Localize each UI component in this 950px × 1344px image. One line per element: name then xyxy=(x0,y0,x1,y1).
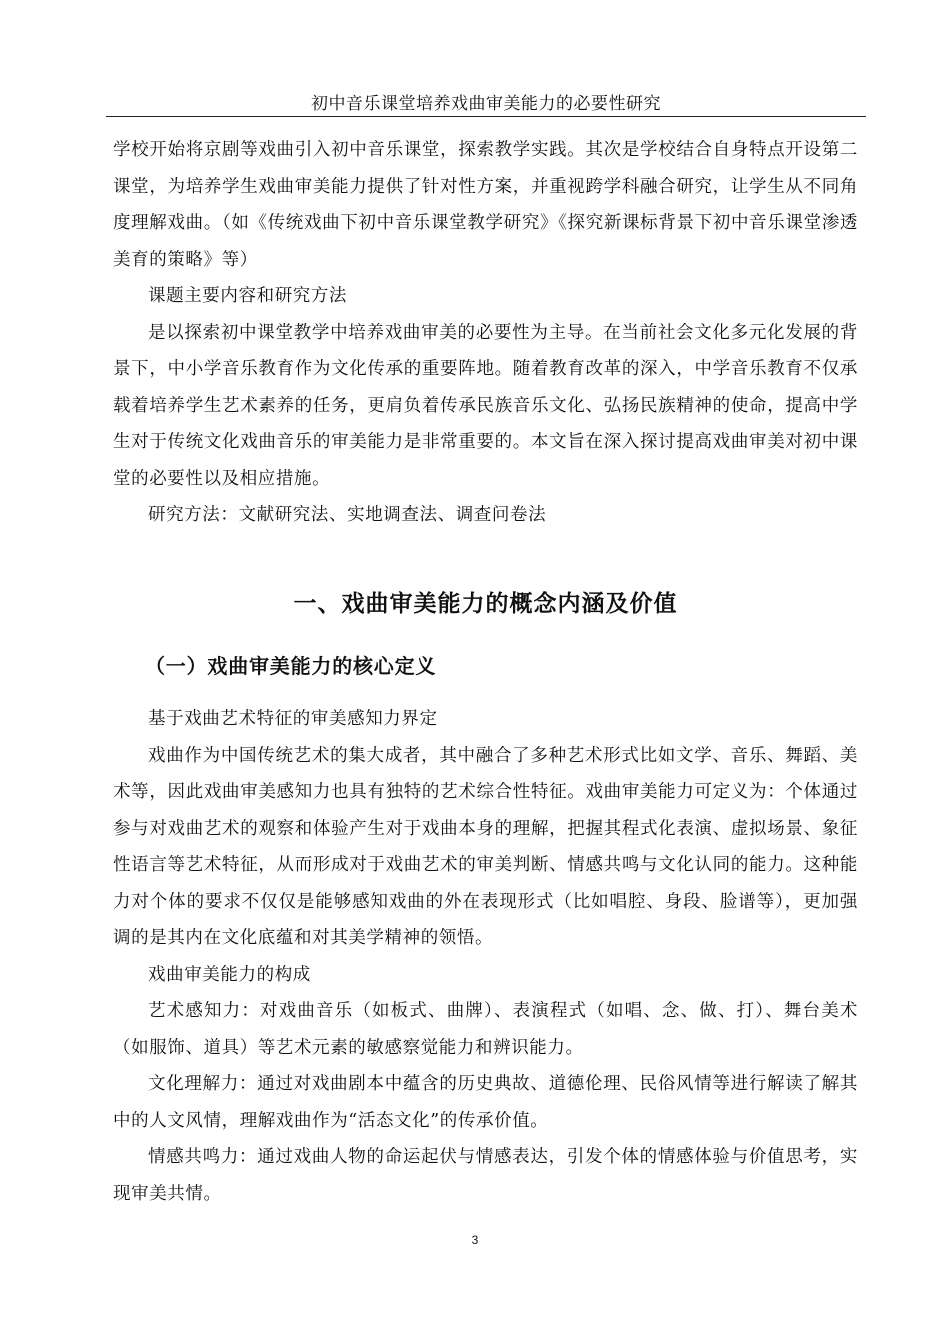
paragraph-subheading-perception: 基于戏曲艺术特征的审美感知力界定 xyxy=(148,709,438,729)
running-header: 初中音乐课堂培养戏曲审美能力的必要性研究 xyxy=(311,94,661,114)
paragraph-subheading-composition: 戏曲审美能力的构成 xyxy=(148,964,311,985)
paragraph-emotional-resonance: 情感共鸣力：通过戏曲人物的命运起伏与情感表达，引发个体的情感体验与价值思考，实现审美共情。 xyxy=(113,1147,858,1204)
paragraph-research-methods: 研究方法：文献研究法、实地调查法、调查问卷法 xyxy=(148,505,547,525)
paragraph-cultural-understanding: 文化理解力：通过对戏曲剧本中蕴含的历史典故、道德伦理、民俗风情等进行解读了解其中的人文风情，理解戏曲作为“活态文化”的传承价值。 xyxy=(113,1074,858,1131)
header-rule xyxy=(106,116,866,117)
paragraph-continuation: 学校开始将京剧等戏曲引入初中音乐课堂，探索教学实践。其次是学校结合自身特点开设第二课堂，为培养学生戏曲审美能力提供了针对性方案，并重视跨学科融合研究，让学生从不同角度理解戏曲。（如《传统戏曲下初中音乐课堂教学研究》《探究新课标背景下初中音乐课堂渗透美育的策略》等） xyxy=(113,140,858,270)
paragraph-topic-heading: 课题主要内容和研究方法 xyxy=(148,286,348,306)
intro-section xyxy=(113,132,858,534)
paragraph-artistic-perception: 艺术感知力：对戏曲音乐（如板式、曲牌）、表演程式（如唱、念、做、打）、舞台美术（如服饰、道具）等艺术元素的敏感察觉能力和辨识能力。 xyxy=(113,1001,858,1058)
paragraph-definition: 戏曲作为中国传统艺术的集大成者，其中融合了多种艺术形式比如文学、音乐、舞蹈、美术等，因此戏曲审美感知力也具有独特的艺术综合性特征。戏曲审美能力可定义为：个体通过参与对戏曲艺术的观察和体验产生对于戏曲本身的理解，把握其程式化表演、虚拟场景、象征性语言等艺术特征，从而形成对于戏曲艺术的审美判断、情感共鸣与文化认同的能力。这种能力对个体的要求不仅仅是能够感知戏曲的外在表现形式（比如唱腔、身段、脸谱等），更加强调的是其内在文化底蕴和对其美学精神的领悟。 xyxy=(113,745,858,948)
page-number: 3 xyxy=(471,1233,479,1247)
section-body xyxy=(113,701,858,1212)
chapter-heading: 一、戏曲审美能力的概念内涵及价值 xyxy=(293,591,678,617)
paragraph-topic-content: 是以探索初中课堂教学中培养戏曲审美的必要性为主导。在当前社会文化多元化发展的背景下，中小学音乐教育作为文化传承的重要阵地。随着教育改革的深入，中学音乐教育不仅承载着培养学生艺术素养的任务，更肩负着传承民族音乐文化、弘扬民族精神的使命，提高中学生对于传统文化戏曲音乐的审美能力是非常重要的。本文旨在深入探讨提高戏曲审美对初中课堂的必要性以及相应措施。 xyxy=(113,322,858,489)
section-heading: （一）戏曲审美能力的核心定义 xyxy=(145,654,437,678)
